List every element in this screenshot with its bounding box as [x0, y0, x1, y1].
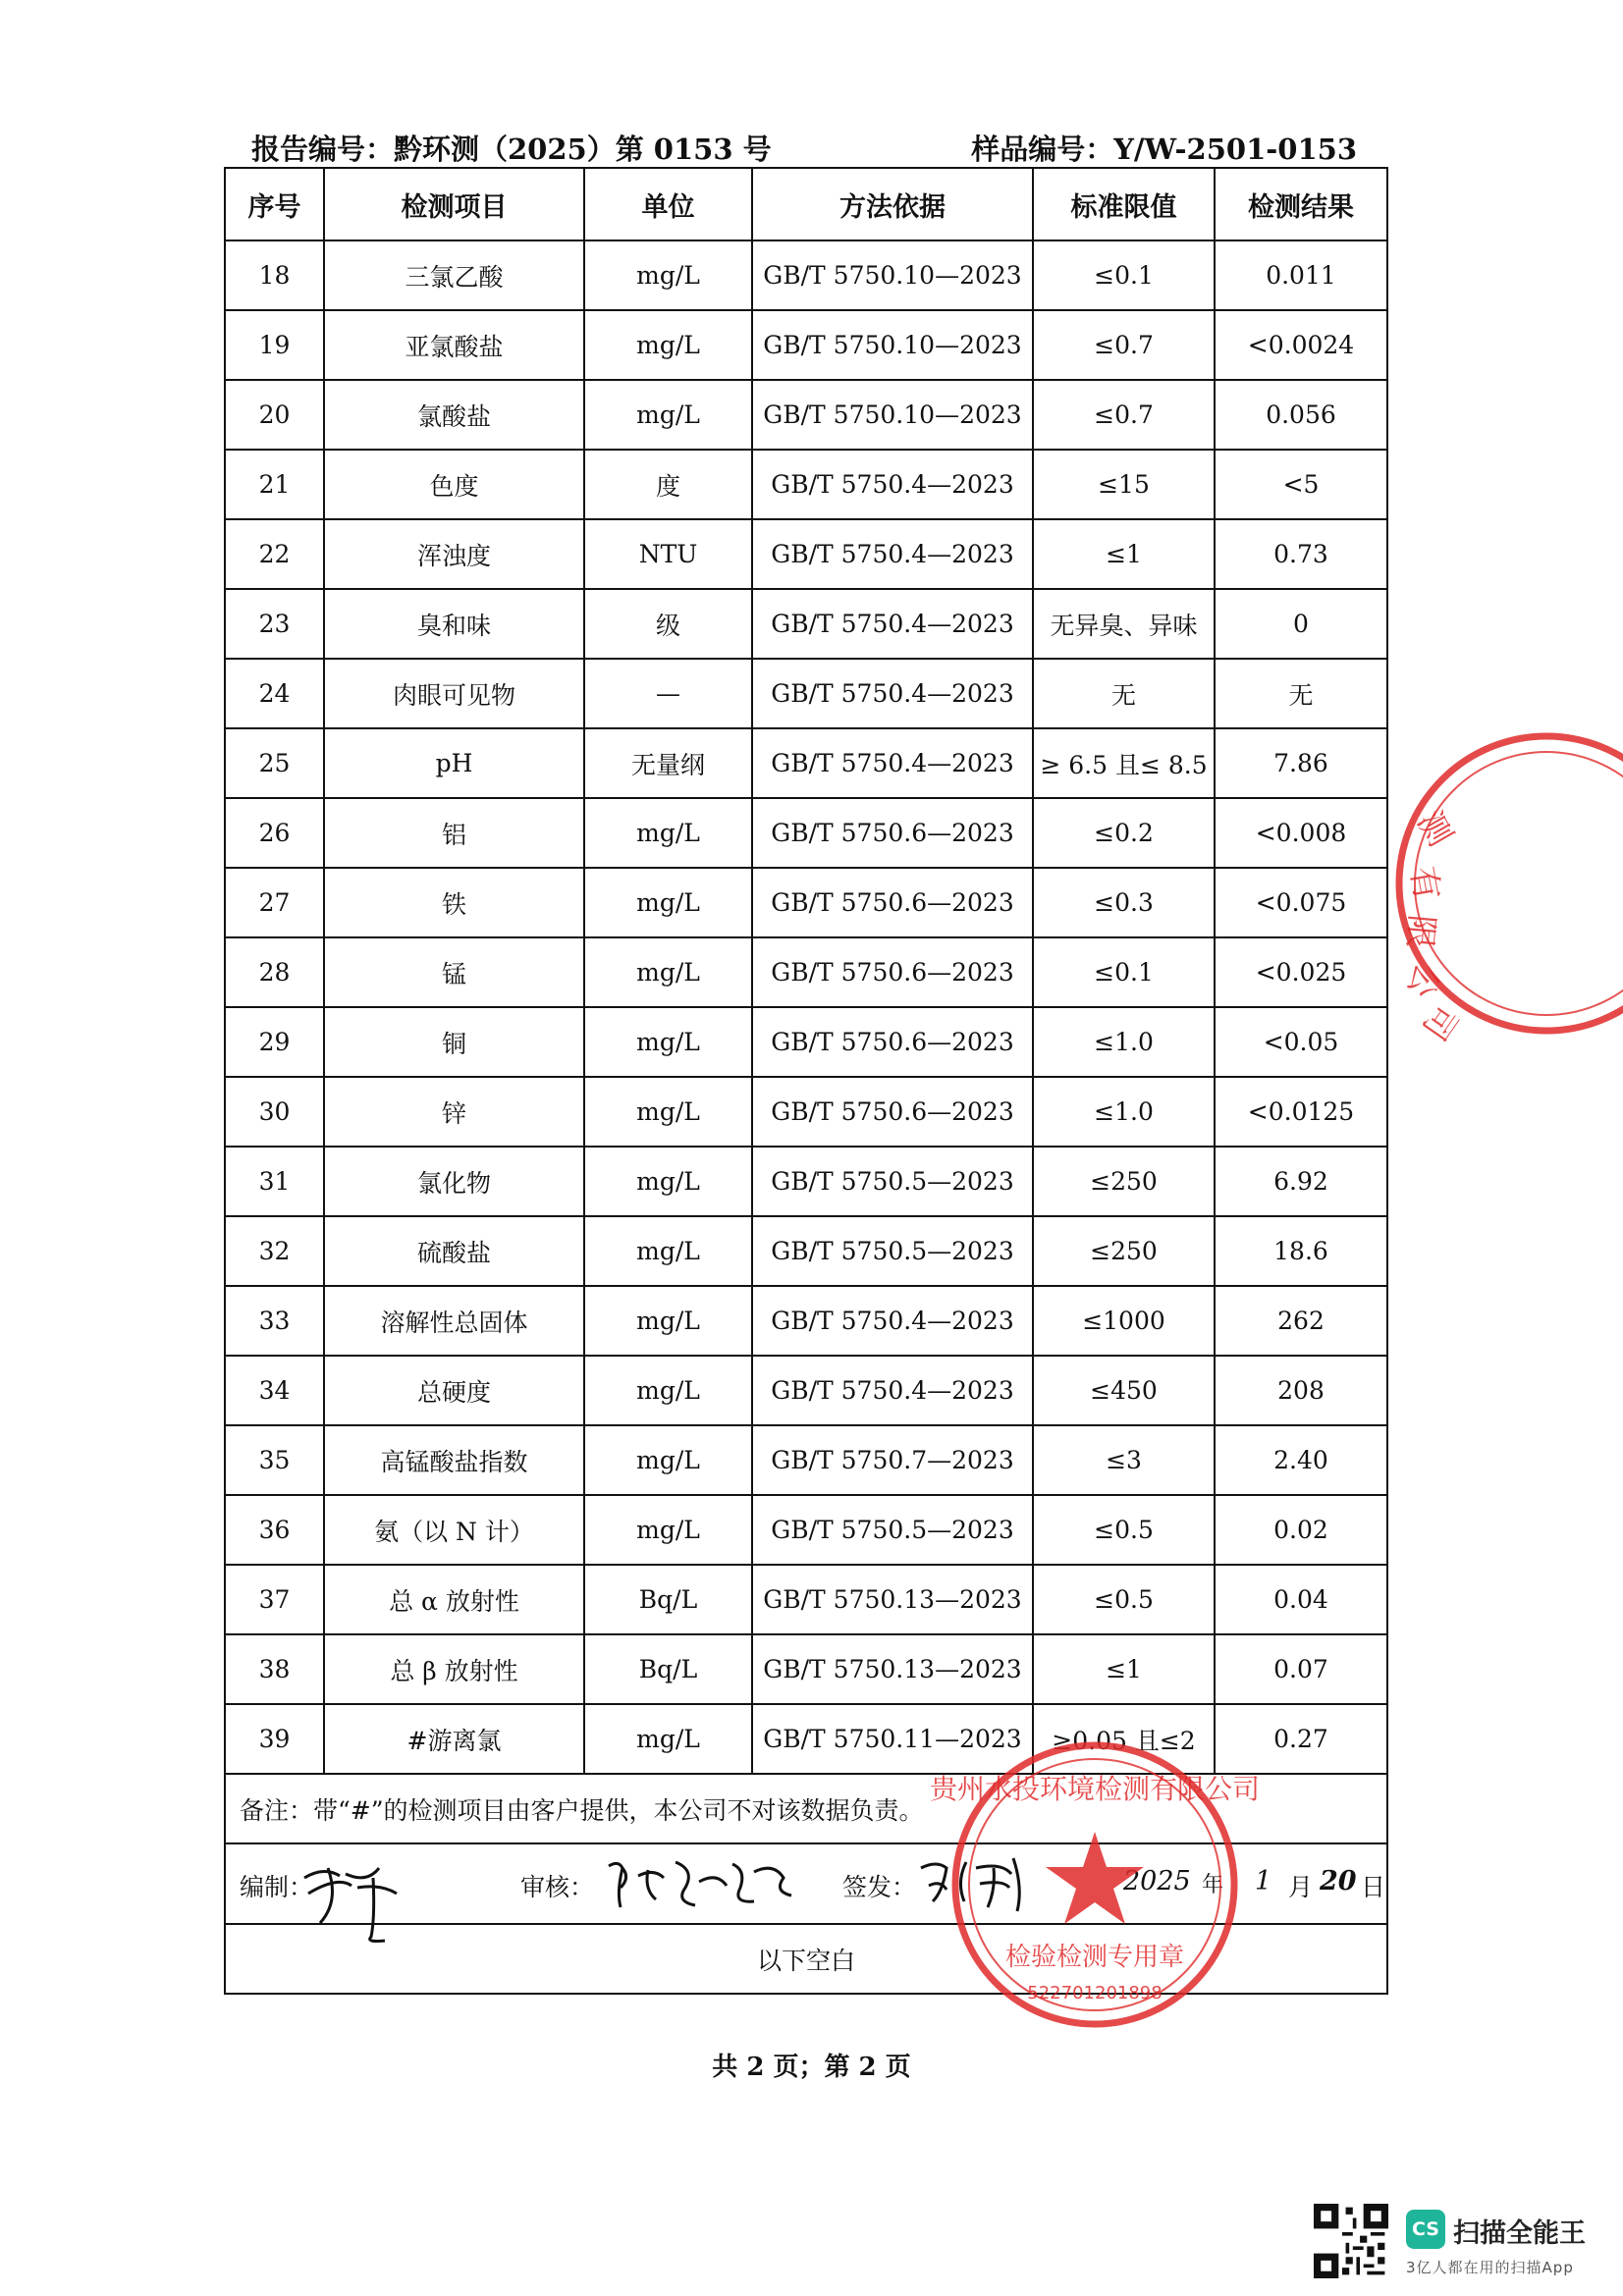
cell-result: <0.075 — [1215, 868, 1387, 937]
cell-index: 25 — [225, 728, 324, 798]
report-number: 报告编号：黔环测（2025）第 0153 号 — [251, 133, 772, 166]
cell-method: GB/T 5750.6—2023 — [752, 937, 1033, 1007]
cell-index: 24 — [225, 659, 324, 728]
cell-limit: ≤1 — [1033, 1634, 1215, 1704]
cell-limit: ≤250 — [1033, 1216, 1215, 1286]
cell-item: 铝 — [324, 798, 584, 868]
cell-index: 30 — [225, 1077, 324, 1147]
svg-text:测: 测 — [1409, 804, 1460, 853]
table-row — [225, 1216, 1387, 1286]
cell-method: GB/T 5750.5—2023 — [752, 1216, 1033, 1286]
cell-item: 总硬度 — [324, 1356, 584, 1425]
cell-method: GB/T 5750.4—2023 — [752, 519, 1033, 589]
side-company-seal — [1380, 721, 1623, 1045]
cell-item: 总 α 放射性 — [324, 1565, 584, 1634]
cell-limit: ≤3 — [1033, 1425, 1215, 1495]
cell-method: GB/T 5750.4—2023 — [752, 1286, 1033, 1356]
svg-text:有: 有 — [1402, 863, 1447, 904]
cell-index: 32 — [225, 1216, 324, 1286]
table-row — [225, 240, 1387, 310]
cs-slogan: 3亿人都在用的扫描App — [1406, 2259, 1574, 2276]
cell-item: 锰 — [324, 937, 584, 1007]
cell-method: GB/T 5750.10—2023 — [752, 380, 1033, 450]
table-row — [225, 1634, 1387, 1704]
cell-unit: NTU — [584, 519, 752, 589]
prepared-label: 编制： — [240, 1873, 314, 1901]
cell-item: 臭和味 — [324, 589, 584, 659]
cell-item: 亚氯酸盐 — [324, 310, 584, 380]
test-results-table — [224, 167, 1388, 1995]
cell-method: GB/T 5750.13—2023 — [752, 1565, 1033, 1634]
cell-method: GB/T 5750.4—2023 — [752, 728, 1033, 798]
col-header-index: 序号 — [225, 168, 324, 240]
cell-result: 262 — [1215, 1286, 1387, 1356]
table-row — [225, 798, 1387, 868]
cell-result: 0.27 — [1215, 1704, 1387, 1774]
cell-limit: ≥0.05 且≤2 — [1033, 1704, 1215, 1774]
cell-index: 39 — [225, 1704, 324, 1774]
table-row — [225, 310, 1387, 380]
cell-result: 18.6 — [1215, 1216, 1387, 1286]
date-day: 20 — [1320, 1866, 1357, 1896]
cell-limit: ≤0.3 — [1033, 868, 1215, 937]
cs-logo-icon: CS — [1406, 2210, 1445, 2249]
cell-limit: ≤0.5 — [1033, 1565, 1215, 1634]
table-row — [225, 519, 1387, 589]
cell-result: <0.05 — [1215, 1007, 1387, 1077]
cell-method: GB/T 5750.7—2023 — [752, 1425, 1033, 1495]
cell-item: 铁 — [324, 868, 584, 937]
cell-limit: ≤0.1 — [1033, 937, 1215, 1007]
cell-index: 38 — [225, 1634, 324, 1704]
cell-result: <0.0125 — [1215, 1077, 1387, 1147]
cell-method: GB/T 5750.6—2023 — [752, 1007, 1033, 1077]
cell-item: 肉眼可见物 — [324, 659, 584, 728]
cell-unit: — — [584, 659, 752, 728]
cell-result: <0.0024 — [1215, 310, 1387, 380]
cell-item: 铜 — [324, 1007, 584, 1077]
col-header-limit: 标准限值 — [1033, 168, 1215, 240]
cell-limit: ≤1000 — [1033, 1286, 1215, 1356]
cell-unit: mg/L — [584, 1216, 752, 1286]
cell-unit: Bq/L — [584, 1634, 752, 1704]
cell-method: GB/T 5750.11—2023 — [752, 1704, 1033, 1774]
cell-unit: mg/L — [584, 1495, 752, 1565]
cell-result: 0.011 — [1215, 240, 1387, 310]
cell-limit: ≥ 6.5 且≤ 8.5 — [1033, 728, 1215, 798]
cell-method: GB/T 5750.4—2023 — [752, 589, 1033, 659]
table-row — [225, 1077, 1387, 1147]
cell-limit: ≤250 — [1033, 1147, 1215, 1216]
cell-unit: 度 — [584, 450, 752, 519]
cell-index: 22 — [225, 519, 324, 589]
table-row — [225, 868, 1387, 937]
cell-limit: ≤0.2 — [1033, 798, 1215, 868]
cell-index: 34 — [225, 1356, 324, 1425]
cell-limit: 无 — [1033, 659, 1215, 728]
cell-result: 0.02 — [1215, 1495, 1387, 1565]
cell-limit: ≤450 — [1033, 1356, 1215, 1425]
cell-unit: mg/L — [584, 798, 752, 868]
col-header-result: 检测结果 — [1215, 168, 1387, 240]
cell-index: 27 — [225, 868, 324, 937]
blank-note: 以下空白 — [225, 1924, 1387, 1994]
cell-unit: mg/L — [584, 310, 752, 380]
cell-result: 0 — [1215, 589, 1387, 659]
table-body — [225, 240, 1387, 1774]
table-row — [225, 937, 1387, 1007]
cell-index: 33 — [225, 1286, 324, 1356]
cell-method: GB/T 5750.4—2023 — [752, 659, 1033, 728]
date-year-unit: 年 — [1202, 1873, 1224, 1897]
cell-unit: 无量纲 — [584, 728, 752, 798]
table-row — [225, 728, 1387, 798]
cell-index: 29 — [225, 1007, 324, 1077]
table-row — [225, 1147, 1387, 1216]
cell-method: GB/T 5750.5—2023 — [752, 1495, 1033, 1565]
seal-purpose: 检验检测专用章 — [1004, 1943, 1185, 1972]
cell-index: 36 — [225, 1495, 324, 1565]
cell-method: GB/T 5750.5—2023 — [752, 1147, 1033, 1216]
table-row — [225, 1286, 1387, 1356]
cell-unit: mg/L — [584, 1007, 752, 1077]
sample-number: 样品编号：Y/W-2501-0153 — [971, 133, 1357, 166]
cell-unit: mg/L — [584, 1356, 752, 1425]
date-month: 1 — [1255, 1866, 1272, 1896]
report-header — [251, 122, 1357, 165]
cell-method: GB/T 5750.6—2023 — [752, 1077, 1033, 1147]
cell-index: 18 — [225, 240, 324, 310]
cell-unit: mg/L — [584, 1704, 752, 1774]
cell-item: pH — [324, 728, 584, 798]
table-row — [225, 1495, 1387, 1565]
table-row — [225, 1007, 1387, 1077]
cell-method: GB/T 5750.6—2023 — [752, 798, 1033, 868]
prepared-signature — [298, 1848, 416, 1947]
cell-unit: mg/L — [584, 380, 752, 450]
page-info: 共 2 页；第 2 页 — [712, 2053, 911, 2082]
cell-result: 2.40 — [1215, 1425, 1387, 1495]
cell-item: 氯化物 — [324, 1147, 584, 1216]
table-row — [225, 380, 1387, 450]
cell-limit: ≤1.0 — [1033, 1007, 1215, 1077]
issue-label: 签发： — [842, 1873, 917, 1901]
cell-index: 28 — [225, 937, 324, 1007]
cell-limit: ≤0.1 — [1033, 240, 1215, 310]
cell-method: GB/T 5750.10—2023 — [752, 310, 1033, 380]
cell-unit: mg/L — [584, 240, 752, 310]
svg-text:公: 公 — [1398, 957, 1448, 1003]
cell-result: 208 — [1215, 1356, 1387, 1425]
cell-index: 19 — [225, 310, 324, 380]
cell-result: 0.04 — [1215, 1565, 1387, 1634]
remark-text: 备注：带“#”的检测项目由客户提供，本公司不对该数据负责。 — [225, 1774, 1387, 1843]
cell-method: GB/T 5750.13—2023 — [752, 1634, 1033, 1704]
cell-method: GB/T 5750.6—2023 — [752, 868, 1033, 937]
cell-index: 23 — [225, 589, 324, 659]
date-year: 2025 — [1123, 1866, 1191, 1896]
cell-unit: mg/L — [584, 1425, 752, 1495]
svg-text:司: 司 — [1414, 996, 1466, 1047]
cell-result: 7.86 — [1215, 728, 1387, 798]
cell-method: GB/T 5750.4—2023 — [752, 1356, 1033, 1425]
date-tail: 日 — [1361, 1873, 1386, 1901]
inspection-seal — [929, 1737, 1261, 2032]
cell-unit: mg/L — [584, 1147, 752, 1216]
cell-item: 色度 — [324, 450, 584, 519]
table-row — [225, 589, 1387, 659]
cell-item: 氨（以 N 计） — [324, 1495, 584, 1565]
cell-result: 无 — [1215, 659, 1387, 728]
cs-brand-name: 扫描全能王 — [1453, 2218, 1586, 2249]
col-header-item: 检测项目 — [324, 168, 584, 240]
seal-company-name: 贵州水投环境检测有限公司 — [929, 1773, 1261, 1805]
cell-method: GB/T 5750.4—2023 — [752, 450, 1033, 519]
cell-item: #游离氯 — [324, 1704, 584, 1774]
cell-index: 21 — [225, 450, 324, 519]
cell-item: 锌 — [324, 1077, 584, 1147]
table-row — [225, 1425, 1387, 1495]
cell-result: 0.73 — [1215, 519, 1387, 589]
table-header-row — [225, 168, 1387, 240]
cell-index: 31 — [225, 1147, 324, 1216]
cell-unit: mg/L — [584, 868, 752, 937]
review-label: 审核： — [520, 1873, 595, 1901]
cell-result: 0.07 — [1215, 1634, 1387, 1704]
cell-result: 6.92 — [1215, 1147, 1387, 1216]
cell-unit: 级 — [584, 589, 752, 659]
table-row — [225, 659, 1387, 728]
cell-item: 硫酸盐 — [324, 1216, 584, 1286]
cell-index: 35 — [225, 1425, 324, 1495]
camscanner-watermark — [1314, 2204, 1598, 2282]
cell-result: <0.025 — [1215, 937, 1387, 1007]
review-signature — [605, 1848, 801, 1917]
col-header-unit: 单位 — [584, 168, 752, 240]
cell-limit: ≤15 — [1033, 450, 1215, 519]
cell-result: 0.056 — [1215, 380, 1387, 450]
qr-code-icon — [1314, 2204, 1388, 2278]
cell-item: 溶解性总固体 — [324, 1286, 584, 1356]
cell-item: 浑浊度 — [324, 519, 584, 589]
cell-index: 37 — [225, 1565, 324, 1634]
cell-limit: ≤0.5 — [1033, 1495, 1215, 1565]
seal-code: 522701201898 — [1027, 1983, 1163, 2003]
cell-unit: mg/L — [584, 937, 752, 1007]
svg-text:限: 限 — [1399, 913, 1441, 950]
cell-item: 高锰酸盐指数 — [324, 1425, 584, 1495]
table-row — [225, 1565, 1387, 1634]
col-header-method: 方法依据 — [752, 168, 1033, 240]
cell-unit: mg/L — [584, 1286, 752, 1356]
cell-limit: ≤1 — [1033, 519, 1215, 589]
cell-limit: ≤0.7 — [1033, 310, 1215, 380]
cell-method: GB/T 5750.10—2023 — [752, 240, 1033, 310]
cell-unit: mg/L — [584, 1077, 752, 1147]
cell-limit: ≤1.0 — [1033, 1077, 1215, 1147]
cell-item: 总 β 放射性 — [324, 1634, 584, 1704]
cell-unit: Bq/L — [584, 1565, 752, 1634]
cell-limit: 无异臭、异味 — [1033, 589, 1215, 659]
table-row — [225, 1356, 1387, 1425]
cell-item: 氯酸盐 — [324, 380, 584, 450]
date-day-unit: 月 — [1288, 1873, 1314, 1901]
table-row — [225, 450, 1387, 519]
cell-index: 20 — [225, 380, 324, 450]
cell-limit: ≤0.7 — [1033, 380, 1215, 450]
cell-result: <5 — [1215, 450, 1387, 519]
cell-result: <0.008 — [1215, 798, 1387, 868]
cell-index: 26 — [225, 798, 324, 868]
cell-item: 三氯乙酸 — [324, 240, 584, 310]
